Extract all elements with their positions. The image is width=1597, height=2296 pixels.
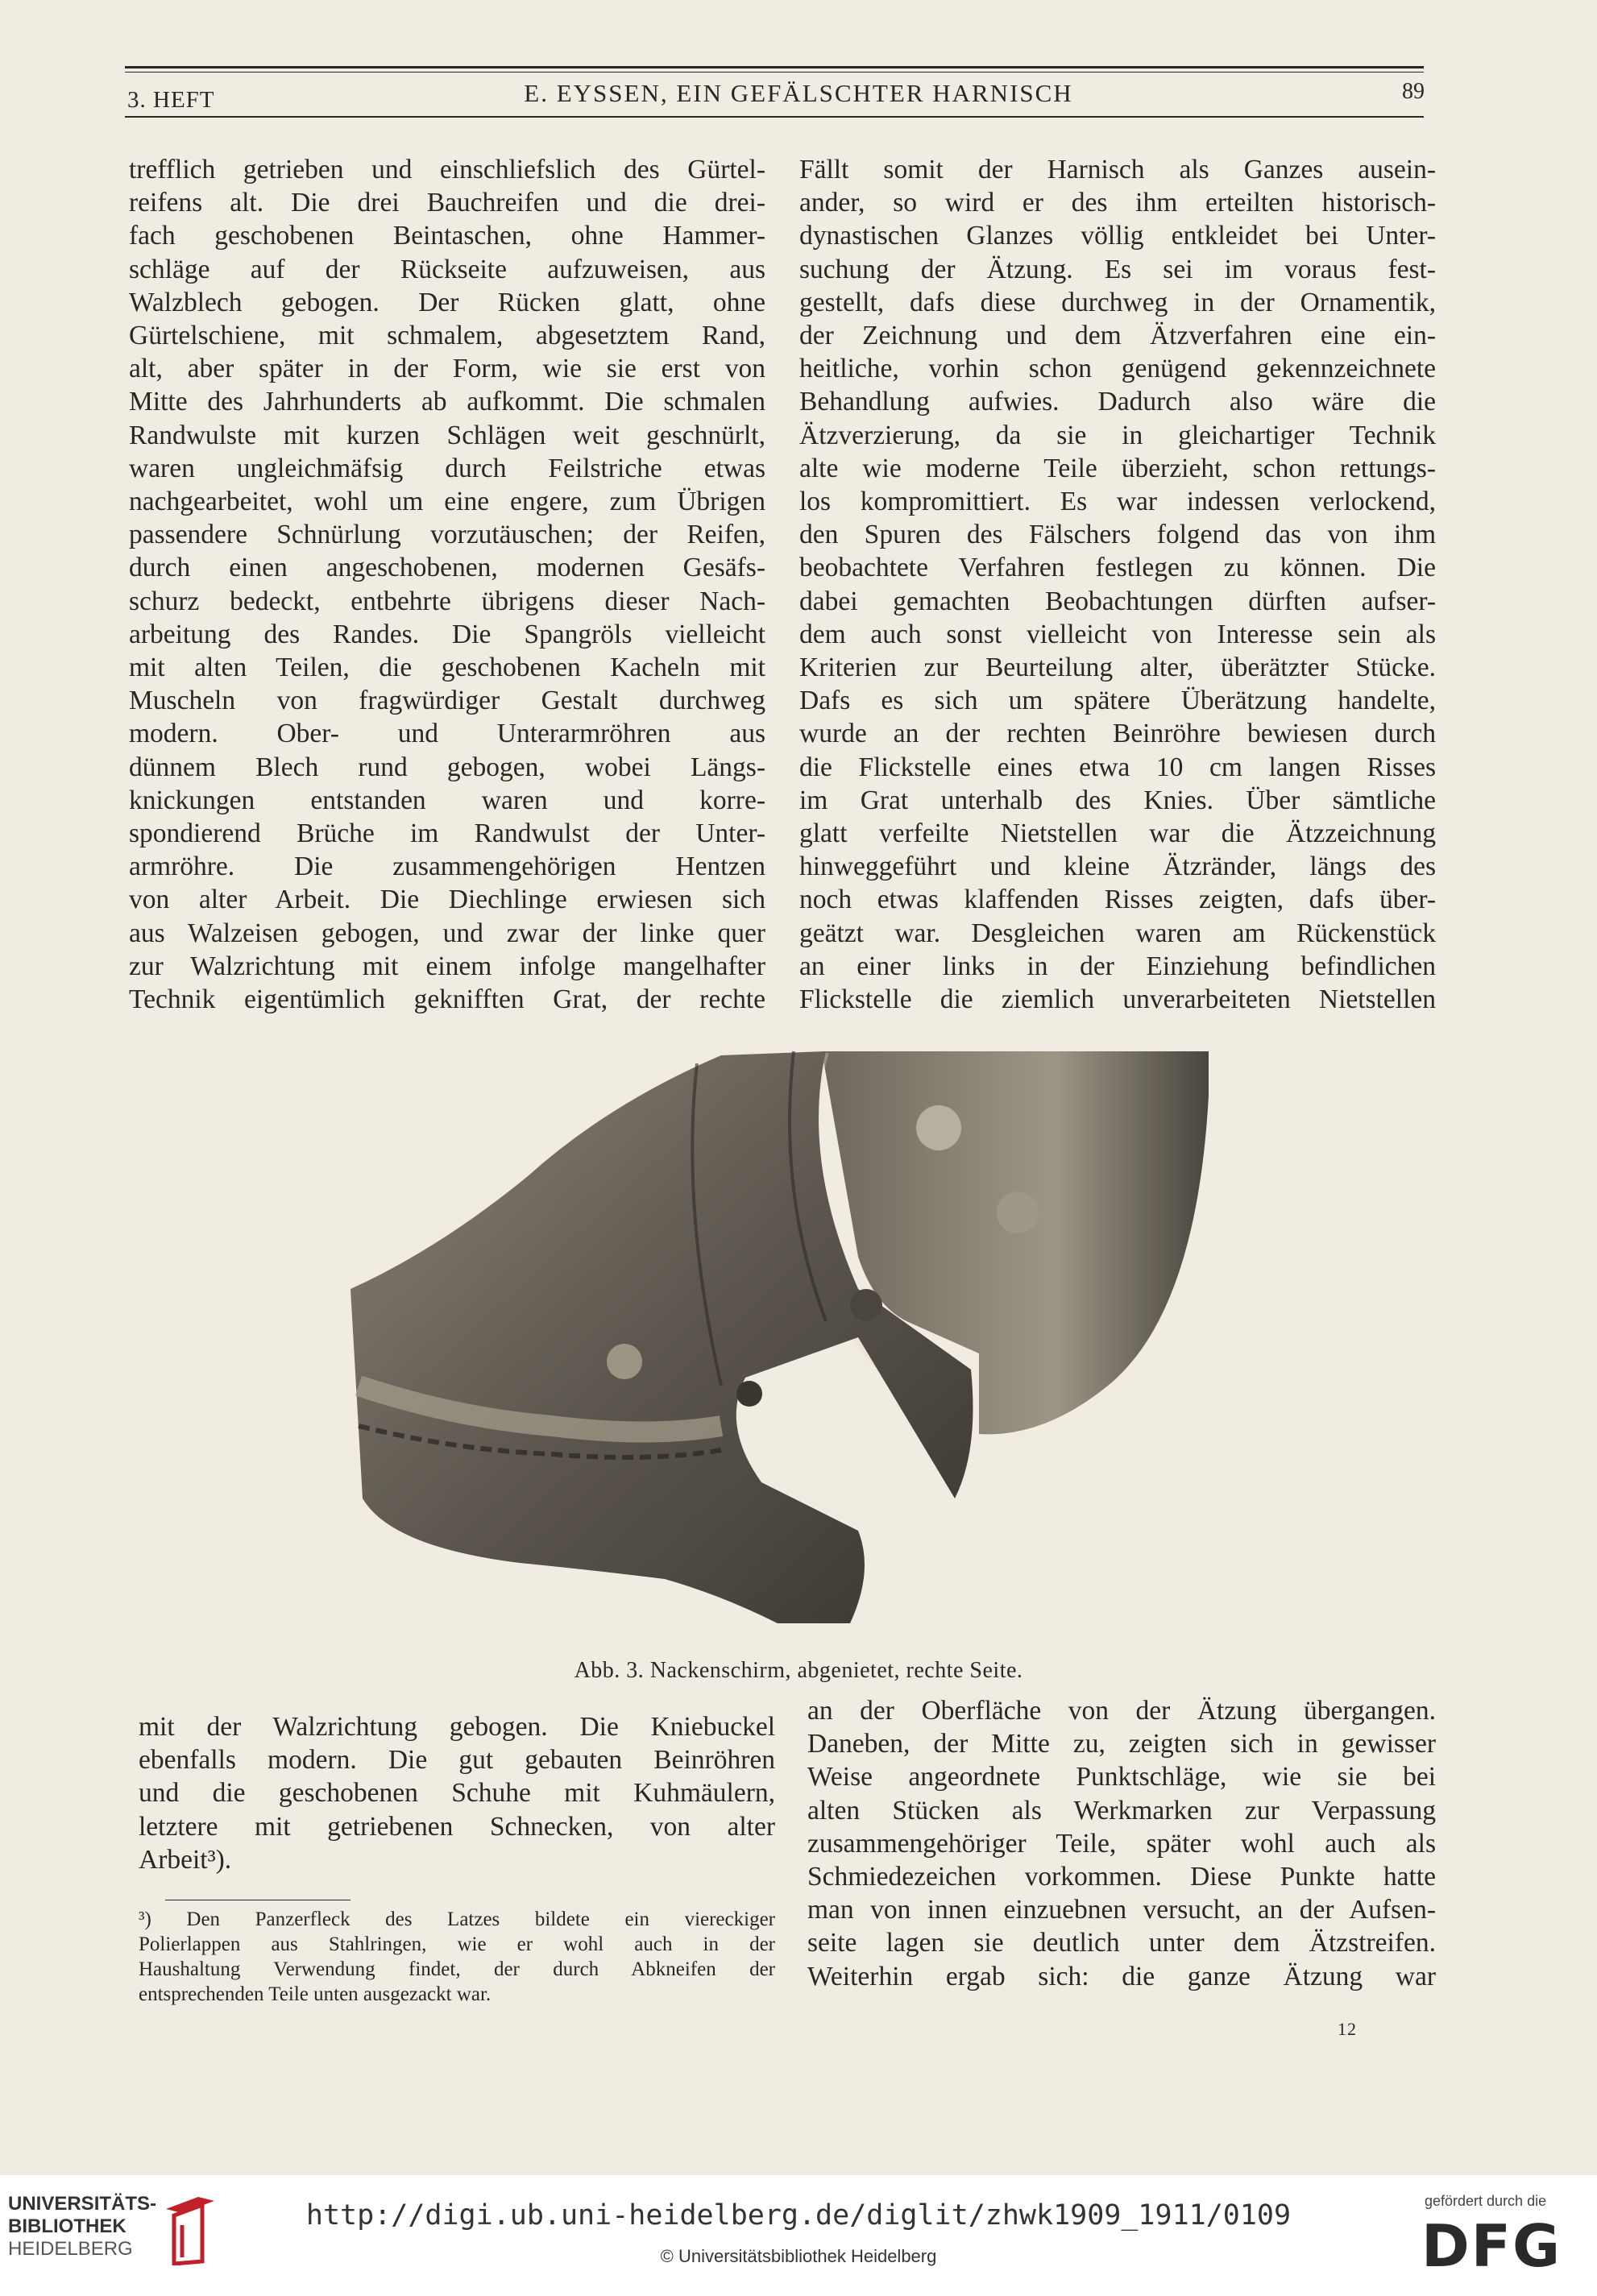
footer-bar — [0, 2175, 1597, 2296]
text-line: Schmiedezeichen vorkommen. Diese Punkte hatte — [807, 1862, 1436, 1892]
text-line: von alter Arbeit. Die Diechlinge erwiesen sich — [129, 885, 765, 915]
header-title: E. EYSSEN, EIN GEFÄLSCHTER HARNISCH — [524, 79, 1073, 107]
header-rule-bottom — [125, 116, 1424, 118]
text-line: glatt verfeilte Nietstellen war die Ätzzeichnung — [799, 819, 1436, 849]
text-line: hinweggeführt und kleine Ätzränder, längs des — [799, 852, 1436, 882]
text-line: aus Walzeisen gebogen, und zwar der linke quer — [129, 918, 765, 948]
text-line: ³) Den Panzerfleck des Latzes bildete ein viereckiger — [139, 1908, 775, 1930]
header-rule-top — [125, 66, 1424, 68]
text-line: Flickstelle die ziemlich unverarbeiteten Nietstellen — [799, 984, 1436, 1015]
signature-mark: 12 — [1338, 2019, 1357, 2039]
text-line: Randwulste mit kurzen Schlägen weit geschnürlt, — [129, 420, 765, 450]
text-line: Technik eigentümlich geknifften Grat, der rechte — [129, 984, 765, 1015]
library-line3: HEIDELBERG — [8, 2238, 133, 2260]
text-column-top-left — [129, 153, 765, 1016]
text-column-bottom-right — [807, 1694, 1436, 1993]
text-line: Kriterien zur Beurteilung alter, überätzter Stücke. — [799, 653, 1436, 683]
text-line: Behandlung aufwies. Dadurch also wäre die — [799, 387, 1436, 417]
funding-label: gefördert durch die — [1425, 2193, 1547, 2209]
text-line: man von innen einzuebnen versucht, an der Aufsen- — [807, 1895, 1436, 1925]
copyright-notice: © Universitätsbibliothek Heidelberg — [660, 2246, 937, 2266]
text-line: Gürtelschiene, mit schmalem, abgesetztem Rand, — [129, 321, 765, 351]
text-line: alten Stücken als Werkmarken zur Verpassung — [807, 1795, 1436, 1826]
text-line: durch einen angeschobenen, modernen Gesäfs- — [129, 553, 765, 583]
text-line: mit alten Teilen, die geschobenen Kacheln mit — [129, 653, 765, 683]
text-line: Ätzverzierung, da sie in gleichartiger Technik — [799, 420, 1436, 450]
text-line: Polierlappen aus Stahlringen, wie er wohl auch in der — [139, 1933, 775, 1955]
text-line: Dafs es sich um spätere Überätzung handelte, — [799, 686, 1436, 716]
text-line: schläge auf der Rückseite aufzuweisen, aus — [129, 254, 765, 284]
header-rule-top-thin — [125, 72, 1424, 73]
text-line: alt, aber später in der Form, wie sie erst von — [129, 354, 765, 384]
text-line: dem auch sonst vielleicht von Interesse sein als — [799, 619, 1436, 649]
text-line: waren ungleichmäfsig durch Feilstriche etwas — [129, 453, 765, 483]
text-line: die Flickstelle eines etwa 10 cm langen Risses — [799, 752, 1436, 782]
text-line: suchung der Ätzung. Es sei im voraus fest- — [799, 254, 1436, 284]
text-line: an der Oberfläche von der Ätzung übergangen. — [807, 1696, 1436, 1726]
text-line: reifens alt. Die drei Bauchreifen und die drei- — [129, 188, 765, 218]
figure-caption: Abb. 3. Nackenschirm, abgenietet, rechte Seite. — [574, 1658, 1023, 1683]
text-line: beobachtete Verfahren festlegen zu können. Die — [799, 553, 1436, 583]
text-line: Muscheln von fragwürdiger Gestalt durchweg — [129, 686, 765, 716]
text-line: geätzt war. Desgleichen waren am Rückenstück — [799, 918, 1436, 948]
text-line: Walzblech gebogen. Der Rücken glatt, ohne — [129, 287, 765, 317]
text-line: der Zeichnung und dem Ätzverfahren eine ein- — [799, 321, 1436, 351]
text-line: dynastischen Glanzes völlig entkleidet bei Unter- — [799, 221, 1436, 251]
text-line: fach geschobenen Beintaschen, ohne Hammer- — [129, 221, 765, 251]
text-line: alte wie moderne Teile überzieht, schon rettungs- — [799, 453, 1436, 483]
text-line: gestellt, dafs diese durchweg in der Ornamentik, — [799, 287, 1436, 317]
text-line: spondierend Brüche im Randwulst der Unter- — [129, 819, 765, 849]
text-line: zusammengehöriger Teile, später wohl auch als — [807, 1828, 1436, 1859]
text-line: trefflich getrieben und einschliefslich des Gürtel- — [129, 155, 765, 184]
text-line: ander, so wird er des ihm erteilten historisch- — [799, 188, 1436, 218]
text-line: seite lagen sie deutlich unter dem Ätzstreifen. — [807, 1928, 1436, 1958]
text-column-top-right — [799, 153, 1436, 1016]
text-line: zur Walzrichtung mit einem infolge mangelhafter — [129, 951, 765, 981]
text-line: ebenfalls modern. Die gut gebauten Beinröhren — [139, 1745, 775, 1776]
text-line: an einer links in der Einziehung befindlichen — [799, 951, 1436, 981]
text-line: heitliche, vorhin schon genügend gekennzeichnete — [799, 354, 1436, 384]
text-line: entsprechenden Teile unten ausgezackt war. — [139, 1983, 492, 2005]
text-line: Fällt somit der Harnisch als Ganzes ausein- — [799, 155, 1436, 184]
permalink-url[interactable]: http://digi.ub.uni-heidelberg.de/diglit/zhwk1909_1911/0109 — [305, 2199, 1292, 2232]
text-line: passendere Schnürlung vorzutäuschen; der Reifen, — [129, 520, 765, 550]
text-line: und die geschobenen Schuhe mit Kuhmäulern, — [139, 1778, 775, 1809]
text-line: Daneben, der Mitte zu, zeigten sich in gewisser — [807, 1729, 1436, 1759]
text-line: los kompromittiert. Es war indessen verlockend, — [799, 487, 1436, 517]
library-line2: BIBLIOTHEK — [8, 2215, 127, 2237]
text-line: noch etwas klaffenden Risses zeigten, dafs über- — [799, 885, 1436, 915]
figure-nackenschirm-photo — [342, 1047, 1213, 1627]
page-number: 89 — [1402, 79, 1425, 104]
text-line: Haushaltung Verwendung findet, der durch Abkneifen der — [139, 1958, 775, 1980]
text-line: Weiterhin ergab sich: die ganze Ätzung war — [807, 1961, 1436, 1991]
text-line: den Spuren des Fälschers folgend das von ihm — [799, 520, 1436, 550]
library-line1: UNIVERSITÄTS- — [8, 2193, 157, 2215]
text-line: wurde an der rechten Beinröhre bewiesen durch — [799, 719, 1436, 749]
footnote — [139, 1907, 775, 2007]
text-line: arbeitung des Randes. Die Spangröls vielleicht — [129, 619, 765, 649]
text-line: Arbeit³). — [139, 1844, 232, 1875]
header-issue: 3. HEFT — [127, 87, 215, 113]
text-line: schurz bedeckt, entbehrte übrigens dieser Nach- — [129, 586, 765, 616]
text-line: dabei gemachten Beobachtungen dürften aufser- — [799, 586, 1436, 616]
text-line: Weise angeordnete Punktschläge, wie sie bei — [807, 1762, 1436, 1792]
text-line: dünnem Blech rund gebogen, wobei Längs- — [129, 752, 765, 782]
text-line: knickungen entstanden waren und korre- — [129, 785, 765, 815]
dfg-logo[interactable]: DFG — [1421, 2212, 1562, 2280]
text-line: Mitte des Jahrhunderts ab aufkommt. Die schmalen — [129, 387, 765, 417]
text-line: im Grat unterhalb des Knies. Über sämtliche — [799, 785, 1436, 815]
text-line: armröhre. Die zusammengehörigen Hentzen — [129, 852, 765, 882]
text-line: nachgearbeitet, wohl um eine engere, zum Übrigen — [129, 487, 765, 517]
text-line: letztere mit getriebenen Schnecken, von alter — [139, 1811, 775, 1842]
text-column-bottom-left — [139, 1710, 775, 1876]
text-line: modern. Ober- und Unterarmröhren aus — [129, 719, 765, 749]
text-line: mit der Walzrichtung gebogen. Die Kniebuckel — [139, 1712, 775, 1742]
